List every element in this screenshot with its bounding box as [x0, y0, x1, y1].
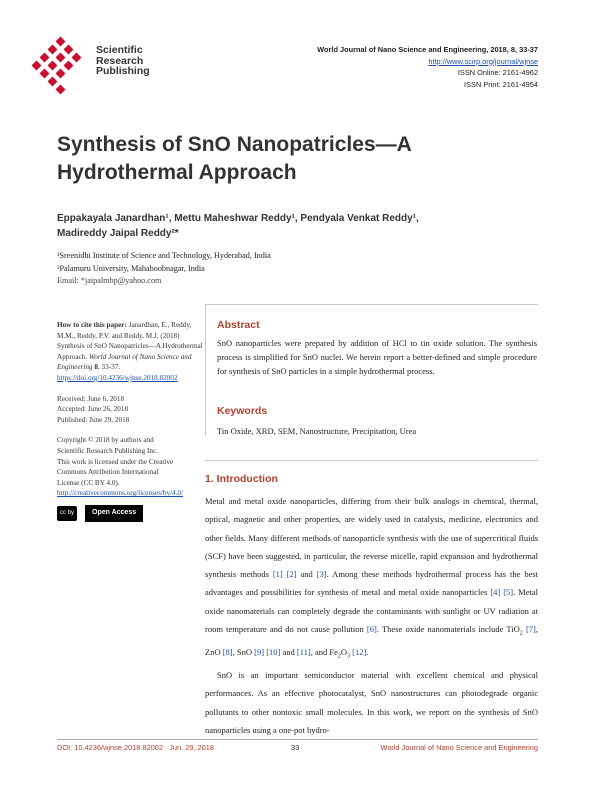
red-diamond-logo-icon	[30, 36, 90, 98]
footer-doi-date: DOI: 10.4236/wjnse.2018.82002 Jun. 29, 2018	[57, 743, 214, 752]
citation-ref[interactable]: [5]	[503, 587, 514, 598]
paragraph: Metal and metal oxide nanoparticles, differing from their bulk analogs in chemical, thermal, optical, magnetic and other properties, are widely used in catalysis, medicine, electronics and other fields. Many different methods of nanoparticle synthesis with the use of supercritical fluids (SCF) have been suggested, in particular, the reverse micelle, rapid expansion and hydrothermal synthesis methods [1] [2] and [3]. Among these methods hydrothermal process has the best advantages and possibilities for synthesis of metal and metal oxide nanoparticles [4] [5]. Metal oxide nanomaterials can completely degrade the contaminants with sunlight or UV radiation at room temperature and do not cause pollution [6]. These oxide nanomaterials include TiO$_2$ [7], ZnO [8], SnO [9] [10] and [11], and $Fe_2O_3$ [12].	[205, 496, 539, 660]
doi-link[interactable]: https://doi.org/10.4236/wjnse.2018.82002	[57, 373, 178, 382]
open-access-badge: Open Access	[85, 505, 143, 522]
journal-header	[317, 44, 538, 90]
page-number: 33	[291, 743, 300, 752]
footer-divider	[57, 739, 538, 740]
corresponding-email[interactable]: Email: *jaipalmbp@yahoo.com	[57, 276, 162, 285]
citation-ref[interactable]: [11]	[296, 647, 311, 658]
citation-ref[interactable]: [10]	[266, 647, 281, 658]
footer-journal: World Journal of Nano Science and Engineering	[380, 743, 538, 752]
accepted-date: Accepted: June 26, 2018	[57, 405, 129, 414]
abstract-heading: Abstract	[217, 319, 260, 331]
issn-print: ISSN Print: 2161-4954	[464, 79, 538, 89]
publisher-name: Scientific Research Publishing	[96, 44, 150, 77]
article-info-sidebar	[57, 320, 207, 522]
citation-block: How to cite this paper: Janardhan, E., Reddy, M.M., Reddy, P.V. and Reddy, M.J. (2018) Synthesis of SnO Nanopatricles—A Hydrothermal Approach. World Journal of Nano Science and Engineering 8, 33-37. https://doi.org/10.4236/wjnse.2018.82002	[57, 321, 203, 382]
paragraph: SnO is an important semiconductor material with excellent chemical and physical performances. As an effective photocatalyst, SnO nanostructures can photodegrade organic pollutants to other nontoxic small molecules. In this work, we report on the synthesis of SnO nanoparticles using a one-pot hydro-	[205, 670, 538, 735]
cc-by-badge-icon: cc by	[57, 506, 77, 521]
license-link[interactable]: http://creativecommons.org/licenses/by/4.0/	[57, 489, 184, 498]
introduction-body	[205, 492, 538, 739]
abstract-text: SnO nanoparticles were prepared by addition of HCl to tin oxide solution. The synthesis process is simplified for SnO nuclei. We herein report a better-defined and simple procedure for synthesis of SnO particles in a simple hydrothermal process.	[217, 338, 537, 377]
divider	[205, 304, 206, 436]
affiliations	[57, 250, 271, 288]
citation-ref[interactable]: [9]	[254, 647, 265, 658]
received-date: Received: June 6, 2018	[57, 394, 125, 403]
citation-ref[interactable]: [4]	[490, 587, 501, 598]
author-list: Eppakayala Janardhan¹, Mettu Maheshwar Reddy¹, Pendyala Venkat Reddy¹, Madireddy Jaipal Reddy²*	[57, 213, 419, 239]
divider	[205, 460, 538, 461]
journal-citation: World Journal of Nano Science and Engineering, 2018, 8, 33-37	[317, 45, 538, 54]
dates-block	[57, 394, 207, 426]
section-heading-introduction: 1. Introduction	[205, 473, 278, 485]
citation-ref[interactable]: [3]	[316, 569, 327, 580]
issn-online: ISSN Online: 2161-4962	[457, 68, 538, 77]
affiliation-2: ²Palamuru University, Mahaboobnagar, India	[57, 263, 205, 273]
license-block: Copyright © 2018 by authors and Scientific Research Publishing Inc. This work is licensed under the Creative Commons Attribution International License (CC BY 4.0). http://creativecommons.org/licenses/by/4.0/ cc by Open Access	[57, 435, 207, 521]
paper-title: Synthesis of SnO Nanopatricles—A Hydrothermal Approach	[57, 133, 412, 184]
divider	[205, 304, 538, 305]
citation-ref[interactable]: [2]	[286, 569, 297, 580]
citation-ref[interactable]: [1]	[272, 569, 283, 580]
keywords-heading: Keywords	[217, 405, 268, 417]
citation-ref[interactable]: [7]	[525, 624, 536, 635]
citation-ref[interactable]: [12]	[352, 647, 367, 658]
citation-ref[interactable]: [6]	[366, 624, 377, 635]
published-date: Published: June 29, 2018	[57, 415, 130, 424]
keywords-text: Tin Oxide, XRD, SEM, Nanostructure, Precipitation, Urea	[217, 426, 417, 436]
citation-ref[interactable]: [8]	[222, 647, 233, 658]
affiliation-1: ¹Sreenidhi Institute of Science and Technology, Hyderabad, India	[57, 251, 271, 260]
journal-url-link[interactable]: http://www.scirp.org/journal/wjnse	[428, 56, 538, 66]
